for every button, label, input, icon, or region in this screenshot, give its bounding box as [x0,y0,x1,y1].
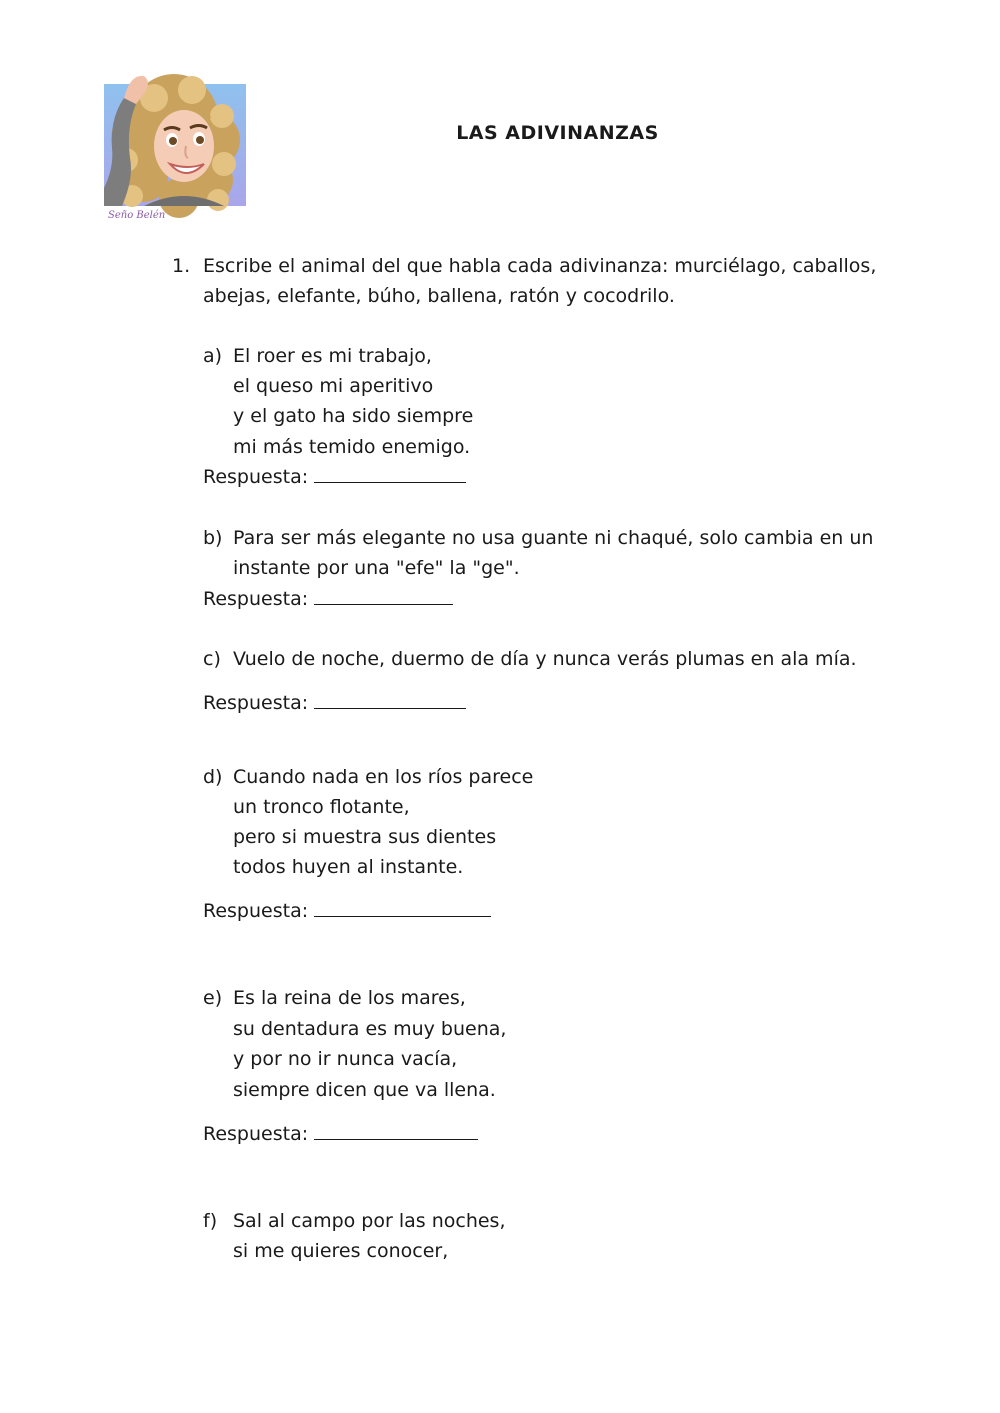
riddle-line: Para ser más elegante no usa guante ni chaqué, solo cambia en un [233,527,874,549]
riddle-letter: f) [203,1210,218,1232]
riddle-line: Sal al campo por las noches, [233,1210,506,1232]
answer-row-e [203,1119,478,1149]
riddle-line: su dentadura es muy buena, [233,1018,507,1040]
answer-blank-d[interactable] [314,896,491,917]
teacher-avatar-icon [104,68,246,222]
instruction-line: Escribe el animal del que habla cada adivinanza: murciélago, caballos, [203,255,877,277]
answer-blank-a[interactable] [314,462,466,483]
riddle-letter: e) [203,987,223,1009]
answer-row-b [203,584,453,614]
riddle-line: y el gato ha sido siempre [233,405,474,427]
riddle-line: Cuando nada en los ríos parece [233,766,534,788]
riddle-line: pero si muestra sus dientes [233,826,497,848]
riddle-line: si me quieres conocer, [233,1240,449,1262]
page-title: LAS ADIVINANZAS [456,122,659,144]
answer-label: Respuesta: [203,588,309,610]
riddle-line: y por no ir nunca vacía, [233,1048,458,1070]
answer-label: Respuesta: [203,692,309,714]
riddle-line: mi más temido enemigo. [233,436,471,458]
riddle-line: Vuelo de noche, duermo de día y nunca verás plumas en ala mía. [233,648,857,670]
riddle-line: Es la reina de los mares, [233,987,466,1009]
avatar-signature: Seño Belén [108,210,166,221]
answer-row-c [203,688,466,718]
answer-blank-b[interactable] [314,584,453,605]
answer-blank-c[interactable] [314,688,466,709]
riddle-line: El roer es mi trabajo, [233,345,432,367]
riddle-letter: b) [203,527,223,549]
answer-label: Respuesta: [203,1123,309,1145]
riddle-line: el queso mi aperitivo [233,375,434,397]
riddle-letter: d) [203,766,223,788]
answer-row-d [203,896,491,926]
riddle-letter: c) [203,648,221,670]
riddle-letter: a) [203,345,223,367]
question-number: 1. [172,255,191,277]
answer-row-a [203,462,466,492]
answer-label: Respuesta: [203,466,309,488]
riddle-line: siempre dicen que va llena. [233,1079,496,1101]
answer-blank-e[interactable] [314,1119,478,1140]
instruction-line: abejas, elefante, búho, ballena, ratón y cocodrilo. [203,285,675,307]
riddle-line: un tronco flotante, [233,796,410,818]
riddle-line: todos huyen al instante. [233,856,464,878]
answer-label: Respuesta: [203,900,309,922]
riddle-line: instante por una "efe" la "ge". [233,557,520,579]
